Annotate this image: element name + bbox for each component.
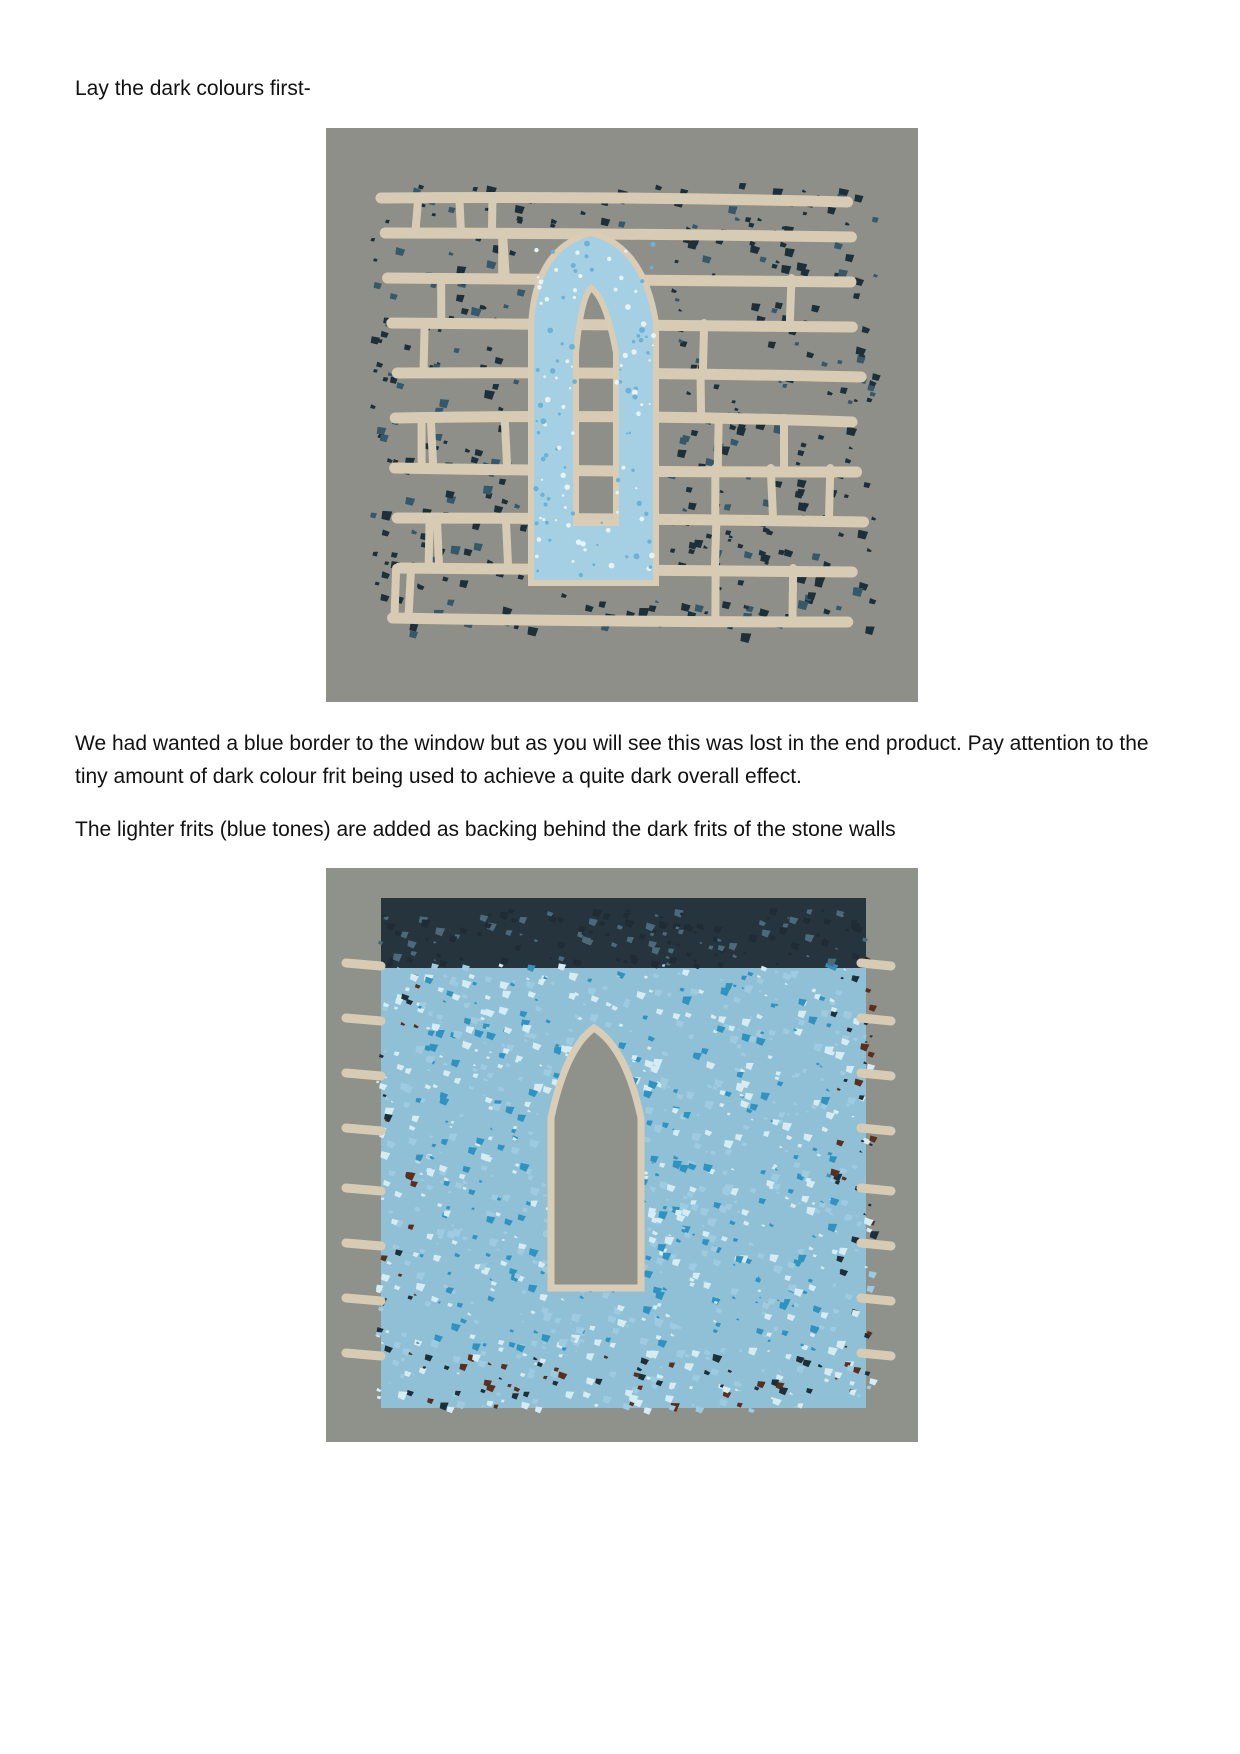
intro-text: Lay the dark colours first-: [75, 77, 311, 100]
paragraph-lighter-frits: The lighter frits (blue tones) are added as backing behind the dark frits of the stone walls: [75, 818, 896, 841]
photo-dark-frit-layer: [326, 128, 918, 702]
dark-frit-top-band: [381, 898, 866, 968]
window-opening: [551, 1028, 641, 1288]
paragraph-blue-border: We had wanted a blue border to the window but as you will see this was lost in the end product. Pay attention to the tiny amount of dark colour frit being used to achieve a quite dark overall effect.: [75, 732, 1149, 788]
photo-light-frit-layer: [326, 868, 918, 1442]
